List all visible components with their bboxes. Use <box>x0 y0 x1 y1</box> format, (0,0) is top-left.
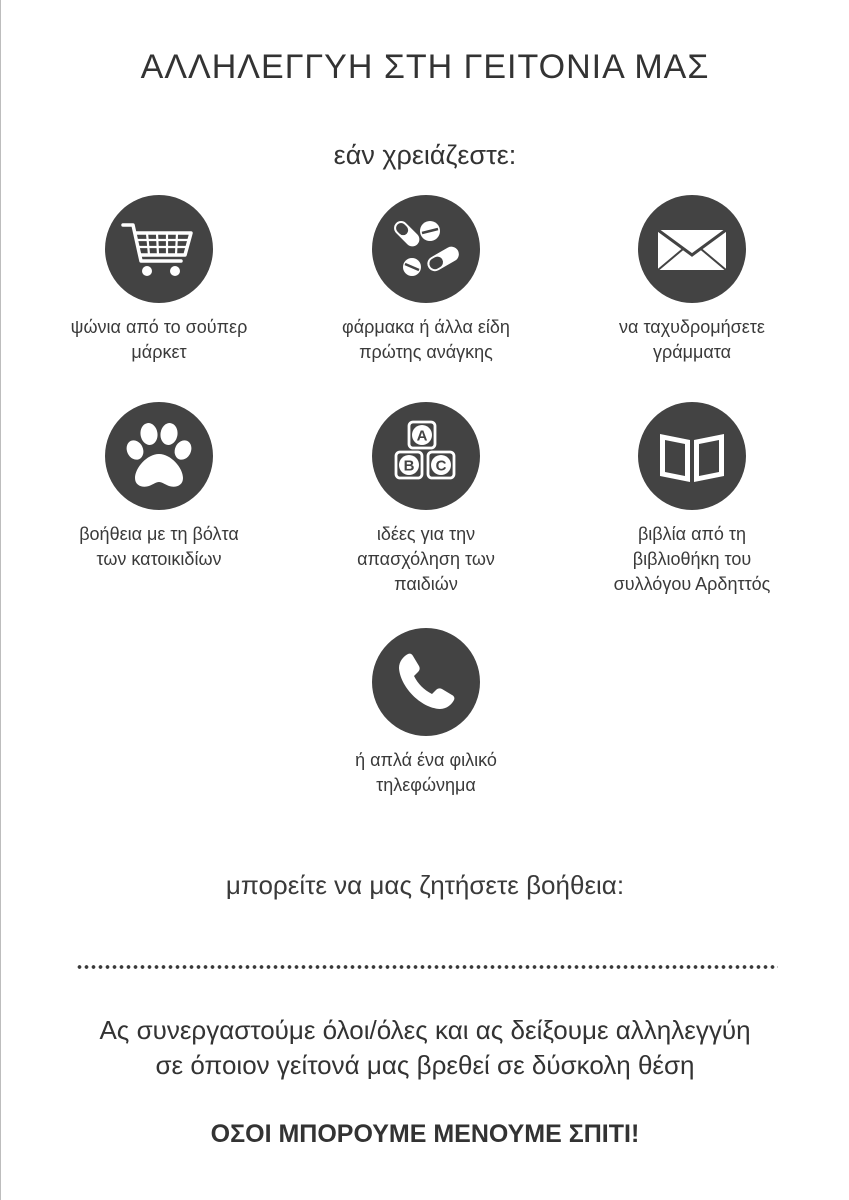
service-label-line: βοήθεια με τη βόλτα <box>79 524 239 544</box>
service-mail <box>572 195 812 365</box>
service-label-line: πρώτης ανάγκης <box>359 342 493 362</box>
service-label-line: φάρμακα ή άλλα είδη <box>342 317 510 337</box>
service-label-line: των κατοικιδίων <box>96 549 222 569</box>
solidarity-line: Ας συνεργαστούμε όλοι/όλες και ας δείξουμε αλληλεγγύη <box>99 1015 751 1045</box>
service-label-line: ιδέες για την <box>376 524 476 544</box>
book-icon <box>638 402 746 510</box>
service-kids <box>306 402 546 597</box>
service-label-line: βιβλιοθήκη του <box>632 549 752 569</box>
service-label-line: ψώνια από το σούπερ <box>70 317 248 337</box>
service-phone-call <box>306 628 546 798</box>
envelope-icon <box>638 195 746 303</box>
stay-home-slogan: ΟΣΟΙ ΜΠΟΡΟΥΜΕ ΜΕΝΟΥΜΕ ΣΠΙΤΙ! <box>210 1120 640 1148</box>
pills-icon <box>372 195 480 303</box>
service-label-line: απασχόληση των <box>357 549 495 569</box>
service-medicine <box>306 195 546 365</box>
service-label-line: συλλόγου Αρδηττός <box>613 574 771 594</box>
solidarity-line: σε όποιον γείτονά μας βρεθεί σε δύσκολη θέση <box>155 1050 695 1080</box>
phone-icon <box>372 628 480 736</box>
service-label-line: τηλεφώνημα <box>376 775 476 795</box>
help-request-prompt: μπορείτε να μας ζητήσετε βοήθεια: <box>225 870 625 900</box>
service-shopping <box>39 195 279 365</box>
shopping-cart-icon <box>105 195 213 303</box>
service-label-line: παιδιών <box>394 574 458 594</box>
block-letter-a: A <box>416 427 428 445</box>
service-label-line: ή απλά ένα φιλικό <box>355 750 497 770</box>
block-letter-c: C <box>435 457 447 475</box>
solidarity-message <box>1 1013 849 1083</box>
abc-blocks-icon <box>372 402 480 510</box>
service-label-line: γράμματα <box>652 342 732 362</box>
flyer-title: ΑΛΛΗΛΕΓΓΥΗ ΣΤΗ ΓΕΙΤΟΝΙΑ ΜΑΣ <box>140 48 710 86</box>
paw-icon <box>105 402 213 510</box>
service-label-line: βιβλία από τη <box>637 524 747 544</box>
service-label-line: να ταχυδρομήσετε <box>619 317 765 337</box>
block-letter-b: B <box>403 457 415 475</box>
service-label-line: μάρκετ <box>131 342 187 362</box>
service-books <box>572 402 812 597</box>
flyer-subtitle: εάν χρειάζεστε: <box>333 140 517 170</box>
dotted-contact-line <box>76 964 778 970</box>
service-pets <box>39 402 279 572</box>
